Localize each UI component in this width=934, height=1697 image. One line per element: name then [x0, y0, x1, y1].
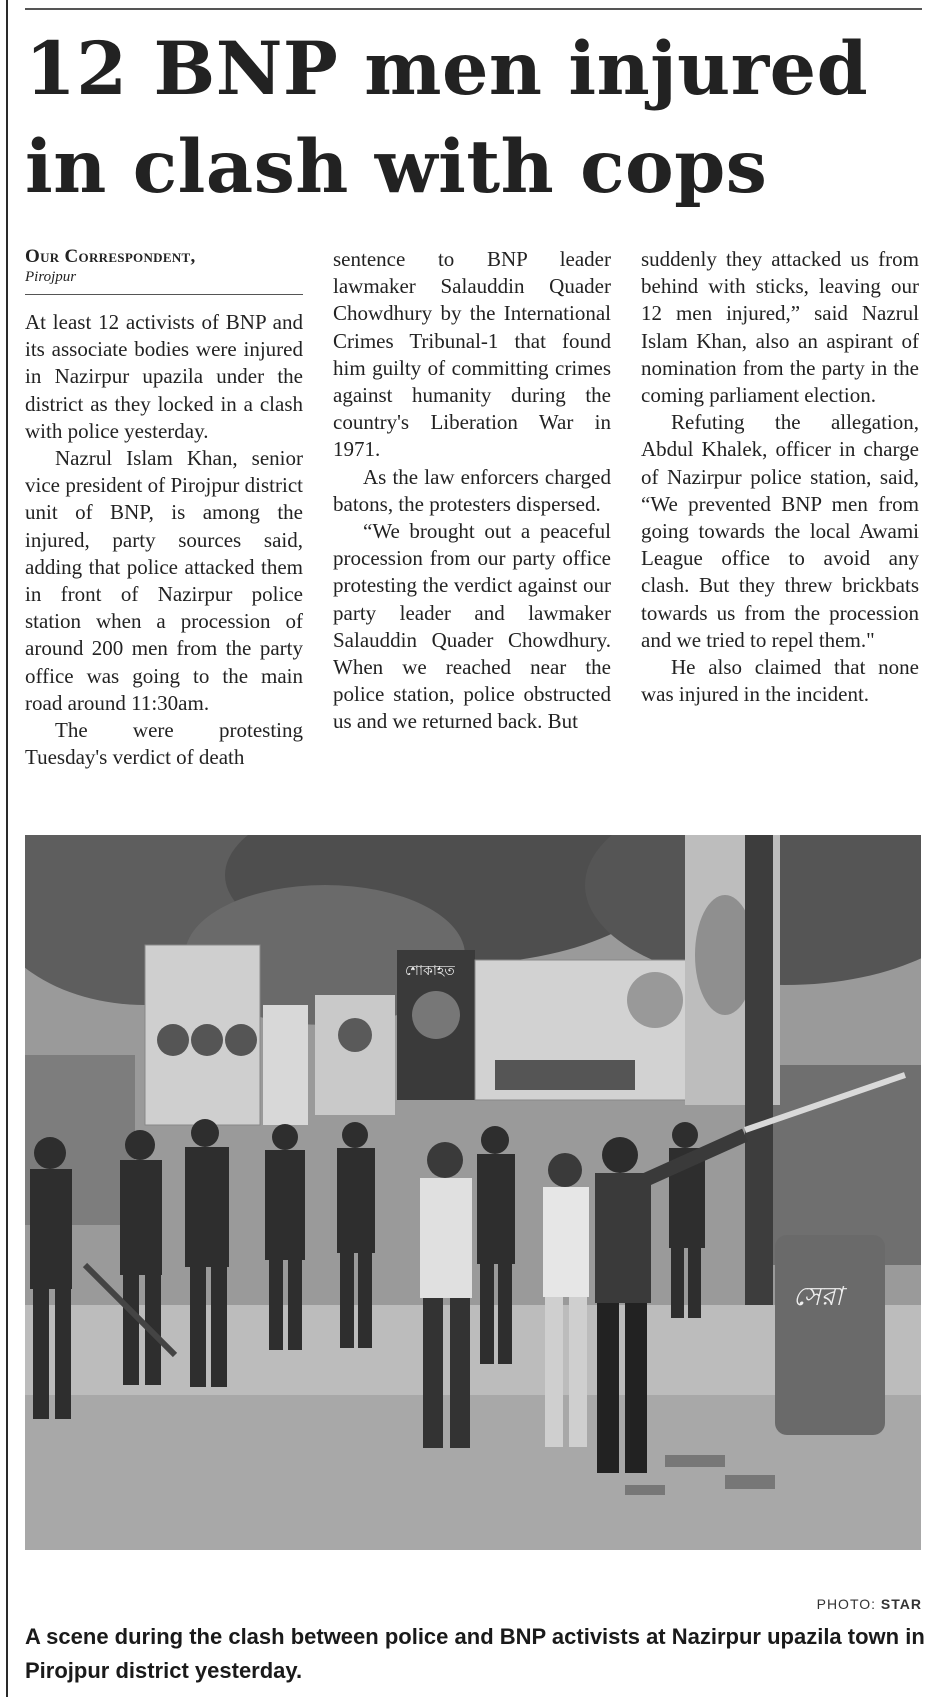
- column-2: [333, 246, 611, 826]
- paragraph: As the law enforcers charged batons, the protesters dispersed.: [333, 464, 611, 516]
- paragraph: suddenly they attacked us from behind with sticks, leaving our 12 men injured,” said Nazrul Islam Khan, also an aspirant of nomination from the party in the coming parliament election.: [641, 247, 919, 408]
- page-edge-rule: [6, 0, 8, 1697]
- tank-text: সেরা: [793, 1282, 843, 1312]
- byline: [25, 246, 303, 295]
- photo-credit-label: PHOTO:: [816, 1596, 877, 1612]
- paragraph: sentence to BNP leader lawmaker Salauddin Quader Chowdhury by the International Crimes Tribunal-1 that found him guilty of committing crimes against humanity during the country's Liberation War in 1971.: [333, 247, 611, 462]
- article-body: [25, 246, 925, 826]
- news-photo: [25, 835, 921, 1550]
- headline: 12 BNP men injured in clash with cops: [25, 26, 869, 210]
- poster-text: শোকাহত: [405, 963, 455, 979]
- paragraph: At least 12 activists of BNP and its associate bodies were injured in Nazirpur upazila under the district as they locked in a clash with police yesterday.: [25, 310, 303, 443]
- paragraph: “We brought out a peaceful procession from our party office protesting the verdict against our party leader and lawmaker Salauddin Quader Chowdhury. When we reached near the police station, police obstructed us and we returned back. But: [333, 519, 611, 734]
- photo-caption: A scene during the clash between police and BNP activists at Nazirpur upazila town in Pirojpur district yesterday.: [25, 1624, 925, 1683]
- clash-scene-illustration: [25, 835, 921, 1550]
- column-3: [641, 246, 919, 826]
- paragraph: The were protesting Tuesday's verdict of death: [25, 718, 303, 770]
- photo-credit: [817, 1596, 922, 1612]
- column-1: [25, 246, 303, 826]
- byline-location: Pirojpur: [25, 269, 77, 285]
- photo-credit-source: STAR: [880, 1596, 922, 1612]
- byline-author: Our Correspondent,: [25, 246, 196, 267]
- paragraph: Refuting the allegation, Abdul Khalek, officer in charge of Nazirpur police station, said, “We prevented BNP men from going towards the local Awami League office to avoid any clash. But they threw brickbats towards us from the procession and we tried to repel them.": [641, 410, 919, 652]
- paragraph: Nazrul Islam Khan, senior vice president of Pirojpur district unit of BNP, is among the injured, party sources said, adding that police attacked them in front of Nazirpur police station when a procession of around 200 men from the party office was going to the main road around 11:30am.: [25, 446, 303, 715]
- paragraph: He also claimed that none was injured in the incident.: [641, 655, 919, 707]
- top-rule: [25, 8, 922, 10]
